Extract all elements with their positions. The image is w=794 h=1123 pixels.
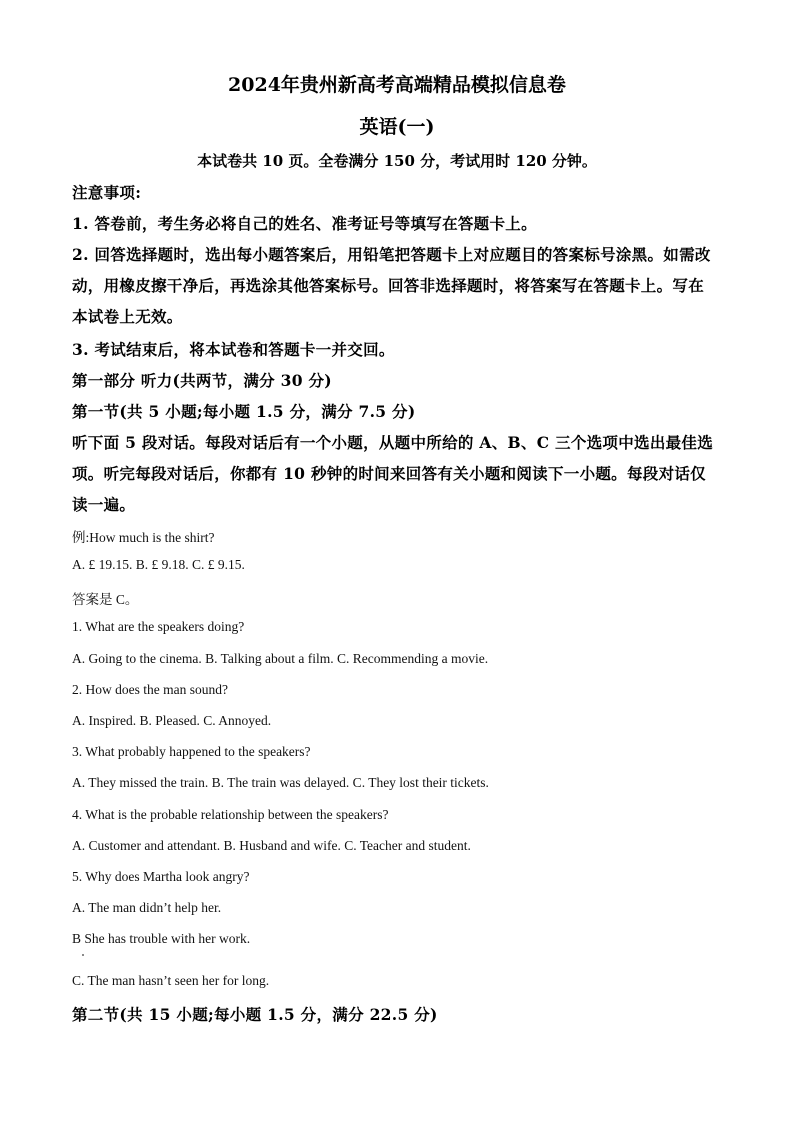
question-3-options: A. They missed the train. B. The train was delayed. C. They lost their tickets.: [72, 775, 489, 790]
part1-heading: 第一部分 听力(共两节，满分 30 分): [72, 371, 332, 390]
note-item-1: 1. 答卷前，考生务必将自己的姓名、准考证号等填写在答题卡上。: [72, 214, 537, 233]
question-5: 5. Why does Martha look angry?: [72, 869, 250, 884]
question-1-options: A. Going to the cinema. B. Talking about a film. C. Recommending a movie.: [72, 651, 489, 666]
exam-info: 本试卷共 10 页。全卷满分 150 分，考试用时 120 分钟。: [197, 152, 597, 170]
notes-heading: 注意事项:: [72, 183, 142, 202]
question-2: 2. How does the man sound?: [72, 682, 228, 697]
stray-dot: [82, 954, 84, 956]
note-item-2-line-2: 动，用橡皮擦干净后，再选涂其他答案标号。回答非选择题时，将答案写在答题卡上。写在: [72, 276, 705, 295]
question-1: 1. What are the speakers doing?: [72, 619, 245, 634]
note-item-2-line-1: 2. 回答选择题时，选出每小题答案后，用铅笔把答题卡上对应题目的答案标号涂黑。如需改: [72, 245, 711, 264]
question-4-options: A. Customer and attendant. B. Husband and wife. C. Teacher and student.: [72, 838, 471, 853]
note-item-3: 3. 考试结束后，将本试卷和答题卡一并交回。: [72, 340, 395, 359]
example-question: 例:How much is the shirt?: [72, 530, 215, 545]
question-5-option-b: B She has trouble with her work.: [72, 931, 251, 946]
question-5-option-c: C. The man hasn’t seen her for long.: [72, 973, 270, 988]
exam-title: 2024年贵州新高考高端精品模拟信息卷: [228, 74, 566, 96]
note-item-2-line-3: 本试卷上无效。: [72, 307, 183, 326]
section1-heading: 第一节(共 5 小题;每小题 1.5 分，满分 7.5 分): [72, 402, 416, 421]
question-4: 4. What is the probable relationship between the speakers?: [72, 807, 389, 822]
question-5-option-a: A. The man didn’t help her.: [72, 900, 222, 915]
instructions-line-1: 听下面 5 段对话。每段对话后有一个小题，从题中所给的 A、B、C 三个选项中选出最佳选: [72, 433, 714, 452]
instructions-line-3: 读一遍。: [72, 495, 136, 514]
example-answer: 答案是 C。: [72, 592, 139, 607]
example-options: A. £ 19.15. B. £ 9.18. C. £ 9.15.: [72, 557, 245, 572]
question-3: 3. What probably happened to the speakers?: [72, 744, 311, 759]
question-2-options: A. Inspired. B. Pleased. C. Annoyed.: [72, 713, 272, 728]
instructions-line-2: 项。听完每段对话后，你都有 10 秒钟的时间来回答有关小题和阅读下一小题。每段对话仅: [72, 464, 706, 483]
exam-subtitle: 英语(一): [359, 116, 435, 138]
section2-heading: 第二节(共 15 小题;每小题 1.5 分，满分 22.5 分): [72, 1005, 438, 1024]
